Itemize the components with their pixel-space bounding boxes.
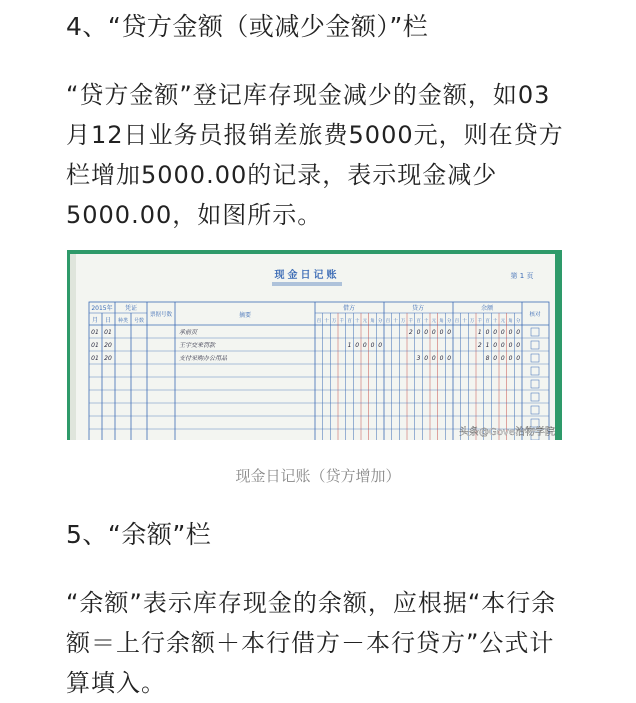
header-voucher: 凭证 — [124, 305, 138, 312]
row-debit-digit: 0 — [370, 342, 375, 349]
digit-header: 千 — [339, 319, 345, 324]
section4-paragraph: “贷方金额”登记库存现金减少的金额，如03月12日业务员报销差旅费5000元，则在贷方栏增加5000.00的记录，表示现金减少5000.00，如图所示。 — [66, 81, 564, 229]
row-credit-digit: 0 — [439, 355, 444, 362]
row-balance-digit: 0 — [516, 342, 521, 349]
row-credit-digit: 0 — [447, 355, 452, 362]
ledger-paper — [70, 254, 555, 440]
header-balance: 余额 — [480, 305, 494, 312]
row-month: 01 — [91, 355, 99, 362]
digit-header: 百 — [316, 319, 322, 324]
row-balance-digit: 0 — [485, 329, 490, 336]
section4-heading: 4、“贷方金额（或减少金额）”栏 — [66, 12, 429, 41]
row-debit-digit: 0 — [362, 342, 367, 349]
row-credit-digit: 0 — [439, 329, 444, 336]
row-balance-digit: 1 — [477, 329, 482, 336]
ledger-page-label: 第 1 页 — [510, 272, 534, 280]
row-summary: 支付采购办公用品 — [179, 355, 228, 362]
digit-header: 百 — [485, 319, 490, 324]
ledger-binding — [70, 254, 76, 440]
digit-header: 角 — [508, 319, 513, 324]
digit-header: 百 — [347, 319, 352, 324]
digit-header: 元 — [431, 319, 437, 324]
row-credit-digit: 0 — [416, 329, 421, 336]
digit-header: 百 — [454, 319, 460, 324]
row-balance-digit: 0 — [493, 342, 498, 349]
digit-header: 分 — [446, 319, 452, 324]
row-day: 20 — [104, 342, 112, 349]
row-credit-digit: 0 — [447, 329, 452, 336]
header-check: 核对 — [529, 312, 541, 318]
section5-heading: 5、“余额”栏 — [66, 520, 212, 549]
digit-header: 千 — [477, 319, 483, 324]
digit-header: 角 — [370, 319, 375, 324]
digit-header: 元 — [362, 319, 368, 324]
row-balance-digit: 0 — [493, 329, 498, 336]
digit-header: 元 — [500, 319, 506, 324]
cash-journal-image — [67, 250, 562, 440]
header-debit: 借方 — [342, 305, 356, 312]
row-credit-digit: 0 — [431, 355, 436, 362]
row-summary: 承前页 — [179, 329, 198, 336]
row-balance-digit: 2 — [477, 342, 482, 349]
row-debit-digit: 1 — [347, 342, 352, 349]
header-bill-no: 票据号数 — [149, 312, 173, 318]
row-credit-digit: 2 — [408, 329, 413, 336]
digit-header: 千 — [408, 319, 414, 324]
ledger-title: 现金日记账 — [274, 270, 340, 281]
digit-header: 十 — [462, 319, 467, 324]
digit-header: 分 — [515, 319, 521, 324]
figure-caption: 现金日记账（贷方增加） — [235, 467, 401, 485]
row-balance-digit: 0 — [516, 355, 521, 362]
digit-header: 角 — [439, 319, 444, 324]
digit-header: 十 — [423, 319, 429, 324]
digit-header: 十 — [492, 319, 498, 324]
header-day: 日 — [104, 317, 112, 324]
row-balance-digit: 0 — [493, 355, 498, 362]
row-credit-digit: 3 — [416, 355, 421, 362]
header-summary: 摘要 — [238, 312, 252, 319]
row-balance-digit: 0 — [508, 342, 513, 349]
row-balance-digit: 0 — [500, 342, 505, 349]
row-balance-digit: 0 — [500, 355, 505, 362]
watermark: 头条@Gove治物学院 — [459, 427, 555, 438]
digit-header: 分 — [377, 319, 383, 324]
row-credit-digit: 0 — [431, 329, 436, 336]
row-month: 01 — [91, 329, 99, 336]
row-debit-digit: 0 — [355, 342, 360, 349]
row-balance-digit: 0 — [508, 329, 513, 336]
digit-header: 万 — [400, 319, 406, 324]
row-day: 20 — [104, 355, 112, 362]
row-balance-digit: 8 — [485, 355, 490, 362]
digit-header: 百 — [385, 319, 391, 324]
digit-header: 万 — [469, 319, 475, 324]
row-month: 01 — [91, 342, 99, 349]
digit-header: 十 — [393, 319, 398, 324]
header-credit: 贷方 — [411, 305, 425, 312]
row-credit-digit: 0 — [424, 355, 429, 362]
row-debit-digit: 0 — [378, 342, 383, 349]
header-month: 月 — [91, 317, 99, 324]
row-summary: 王宇交来罚款 — [179, 342, 216, 349]
row-balance-digit: 0 — [516, 329, 521, 336]
digit-header: 百 — [416, 319, 421, 324]
digit-header: 十 — [324, 319, 329, 324]
row-credit-digit: 0 — [424, 329, 429, 336]
digit-header: 万 — [331, 319, 337, 324]
header-year: 2015年 — [91, 305, 113, 312]
header-voucher-no: 号数 — [133, 318, 145, 324]
section5-paragraph: “余额”表示库存现金的余额，应根据“本行余额＝上行余额＋本行借方－本行贷方”公式计算填入。 — [66, 589, 557, 697]
row-balance-digit: 0 — [508, 355, 513, 362]
row-balance-digit: 1 — [485, 342, 490, 349]
digit-header: 十 — [354, 319, 360, 324]
header-voucher-type: 种类 — [117, 318, 129, 324]
row-day: 01 — [104, 329, 112, 336]
row-balance-digit: 0 — [500, 329, 505, 336]
cash-journal-ledger — [67, 250, 562, 440]
